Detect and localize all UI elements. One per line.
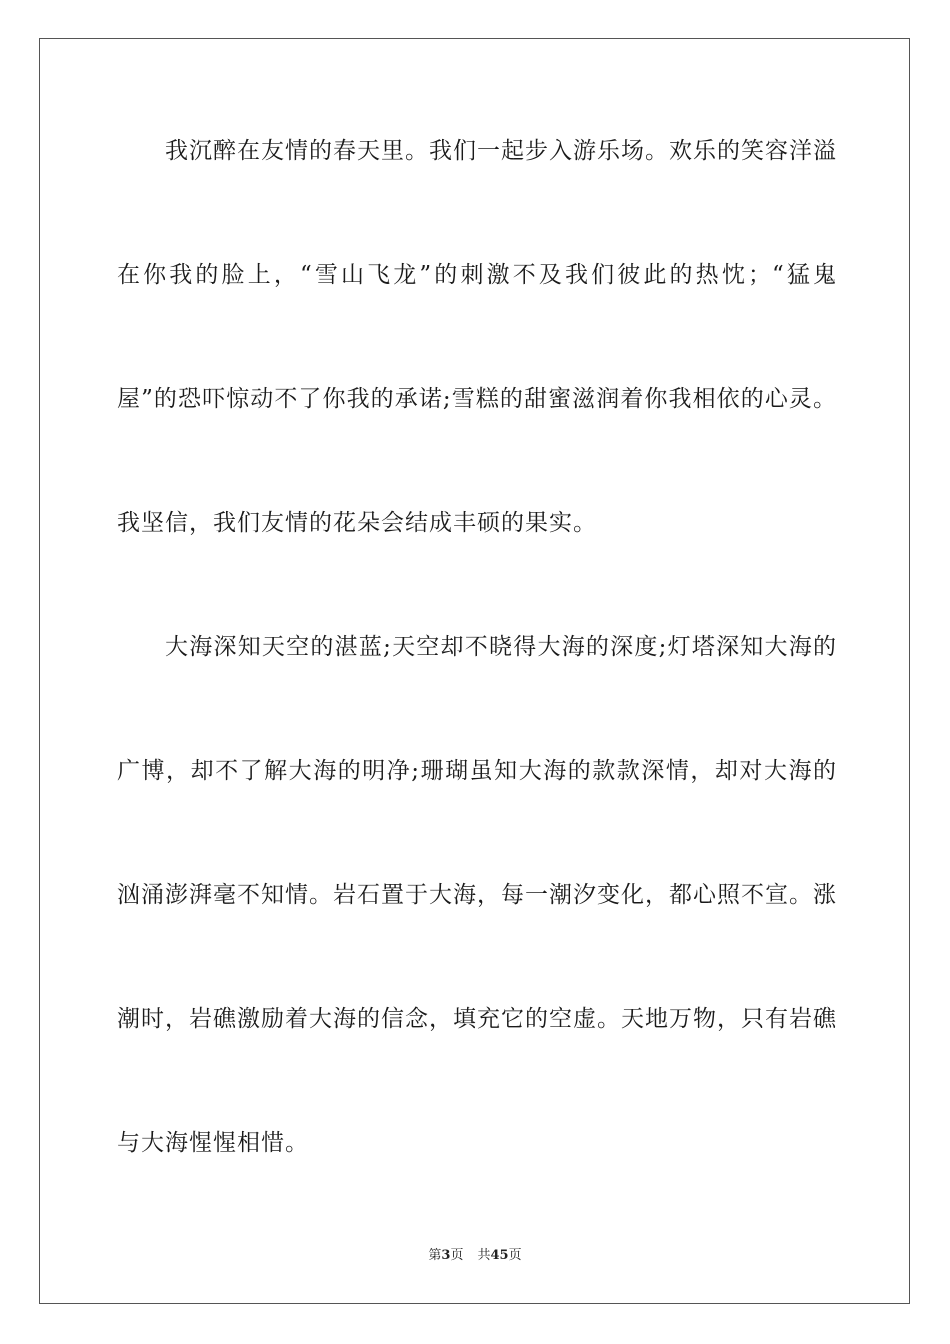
text-line: 我沉醉在友情的春天里。我们一起步入游乐场。欢乐的笑容洋溢	[165, 138, 837, 164]
total-pages: 45	[490, 1248, 509, 1263]
text-line: 在你我的脸上，“雪山飞龙”的刺激不及我们彼此的热忱；“猛鬼	[117, 262, 837, 288]
total-prefix: 共	[477, 1248, 491, 1263]
text-line: 汹涌澎湃毫不知情。岩石置于大海，每一潮汐变化，都心照不宣。涨	[117, 882, 837, 908]
page-suffix: 页	[450, 1248, 464, 1263]
total-suffix: 页	[508, 1248, 522, 1263]
page-border	[39, 38, 910, 1304]
text-line: 潮时，岩礁激励着大海的信念，填充它的空虚。天地万物，只有岩礁	[117, 1006, 837, 1032]
text-line: 我坚信，我们友情的花朵会结成丰硕的果实。	[117, 510, 597, 536]
page-number: 3	[441, 1248, 451, 1263]
page-prefix: 第	[428, 1248, 442, 1263]
text-line: 大海深知天空的湛蓝;天空却不晓得大海的深度;灯塔深知大海的	[165, 634, 837, 660]
text-line: 与大海惺惺相惜。	[117, 1130, 309, 1156]
text-line: 屋”的恐吓惊动不了你我的承诺;雪糕的甜蜜滋润着你我相依的心灵。	[117, 386, 837, 412]
page-footer	[0, 1247, 950, 1265]
text-line: 广博，却不了解大海的明净;珊瑚虽知大海的款款深情，却对大海的	[117, 758, 837, 784]
